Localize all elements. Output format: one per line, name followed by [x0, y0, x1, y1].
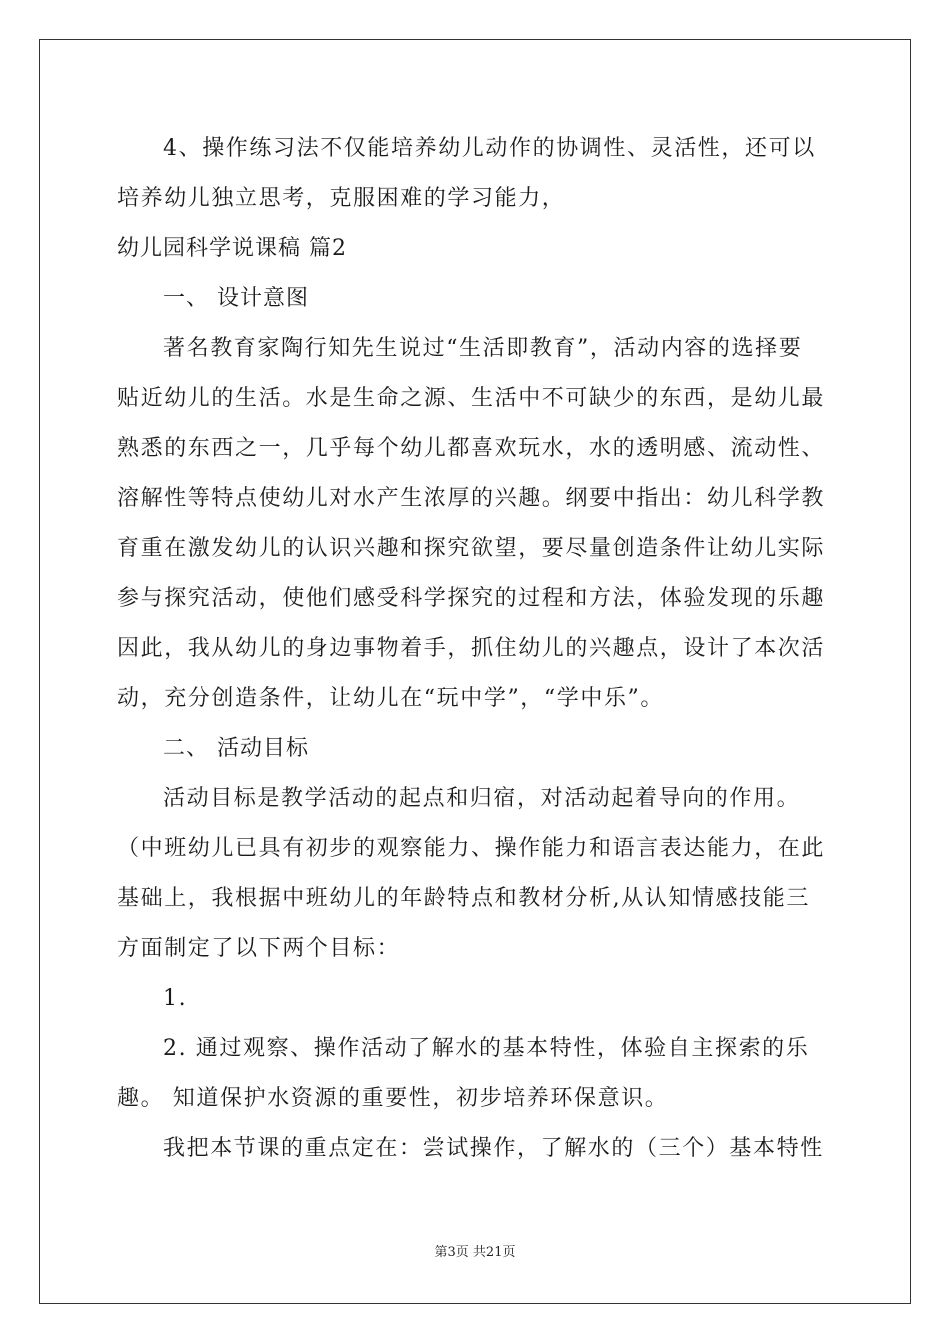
paragraph-line: 育重在激发幼儿的认识兴趣和探究欲望，要尽量创造条件让幼儿实际	[117, 536, 826, 561]
paragraph-line: 培养幼儿独立思考，克服困难的学习能力，	[117, 186, 566, 211]
page-number-footer: 第3页 共21页	[434, 1245, 516, 1260]
section-heading: 二、 活动目标	[163, 736, 309, 761]
paragraph-line: 动，充分创造条件，让幼儿在“玩中学”，“学中乐”。	[117, 686, 664, 711]
section-heading: 一、 设计意图	[163, 286, 309, 311]
paragraph-line: 活动目标是教学活动的起点和归宿，对活动起着导向的作用。	[163, 786, 801, 811]
paragraph-line: 4、操作练习法不仅能培养幼儿动作的协调性、灵活性，还可以	[163, 136, 816, 161]
paragraph-line: （中班幼儿已具有初步的观察能力、操作能力和语言表达能力，在此	[117, 836, 826, 861]
paragraph-line: 因此，我从幼儿的身边事物着手，抓住幼儿的兴趣点，设计了本次活	[117, 636, 826, 661]
paragraph-line: 方面制定了以下两个目标：	[117, 936, 401, 961]
paragraph-line: 熟悉的东西之一，几乎每个幼儿都喜欢玩水，水的透明感、流动性、	[117, 436, 826, 461]
section-title: 幼儿园科学说课稿 篇2	[117, 236, 347, 261]
paragraph-line: 基础上，我根据中班幼儿的年龄特点和教材分析,从认知情感技能三	[117, 886, 810, 911]
paragraph-line: 贴近幼儿的生活。水是生命之源、生活中不可缺少的东西，是幼儿最	[117, 386, 826, 411]
paragraph-line: 著名教育家陶行知先生说过“生活即教育”，活动内容的选择要	[163, 336, 803, 361]
paragraph-line: 溶解性等特点使幼儿对水产生浓厚的兴趣。纲要中指出：幼儿科学教	[117, 486, 826, 511]
page-border	[39, 39, 911, 1304]
paragraph-line: 趣。 知道保护水资源的重要性，初步培养环保意识。	[117, 1086, 669, 1111]
list-item: 1.	[163, 986, 188, 1011]
paragraph-line: 参与探究活动，使他们感受科学探究的过程和方法，体验发现的乐趣	[117, 586, 826, 611]
paragraph-line: 我把本节课的重点定在：尝试操作，了解水的（三个）基本特性	[163, 1136, 824, 1161]
list-item: 2. 通过观察、操作活动了解水的基本特性，体验自主探索的乐	[163, 1036, 810, 1061]
